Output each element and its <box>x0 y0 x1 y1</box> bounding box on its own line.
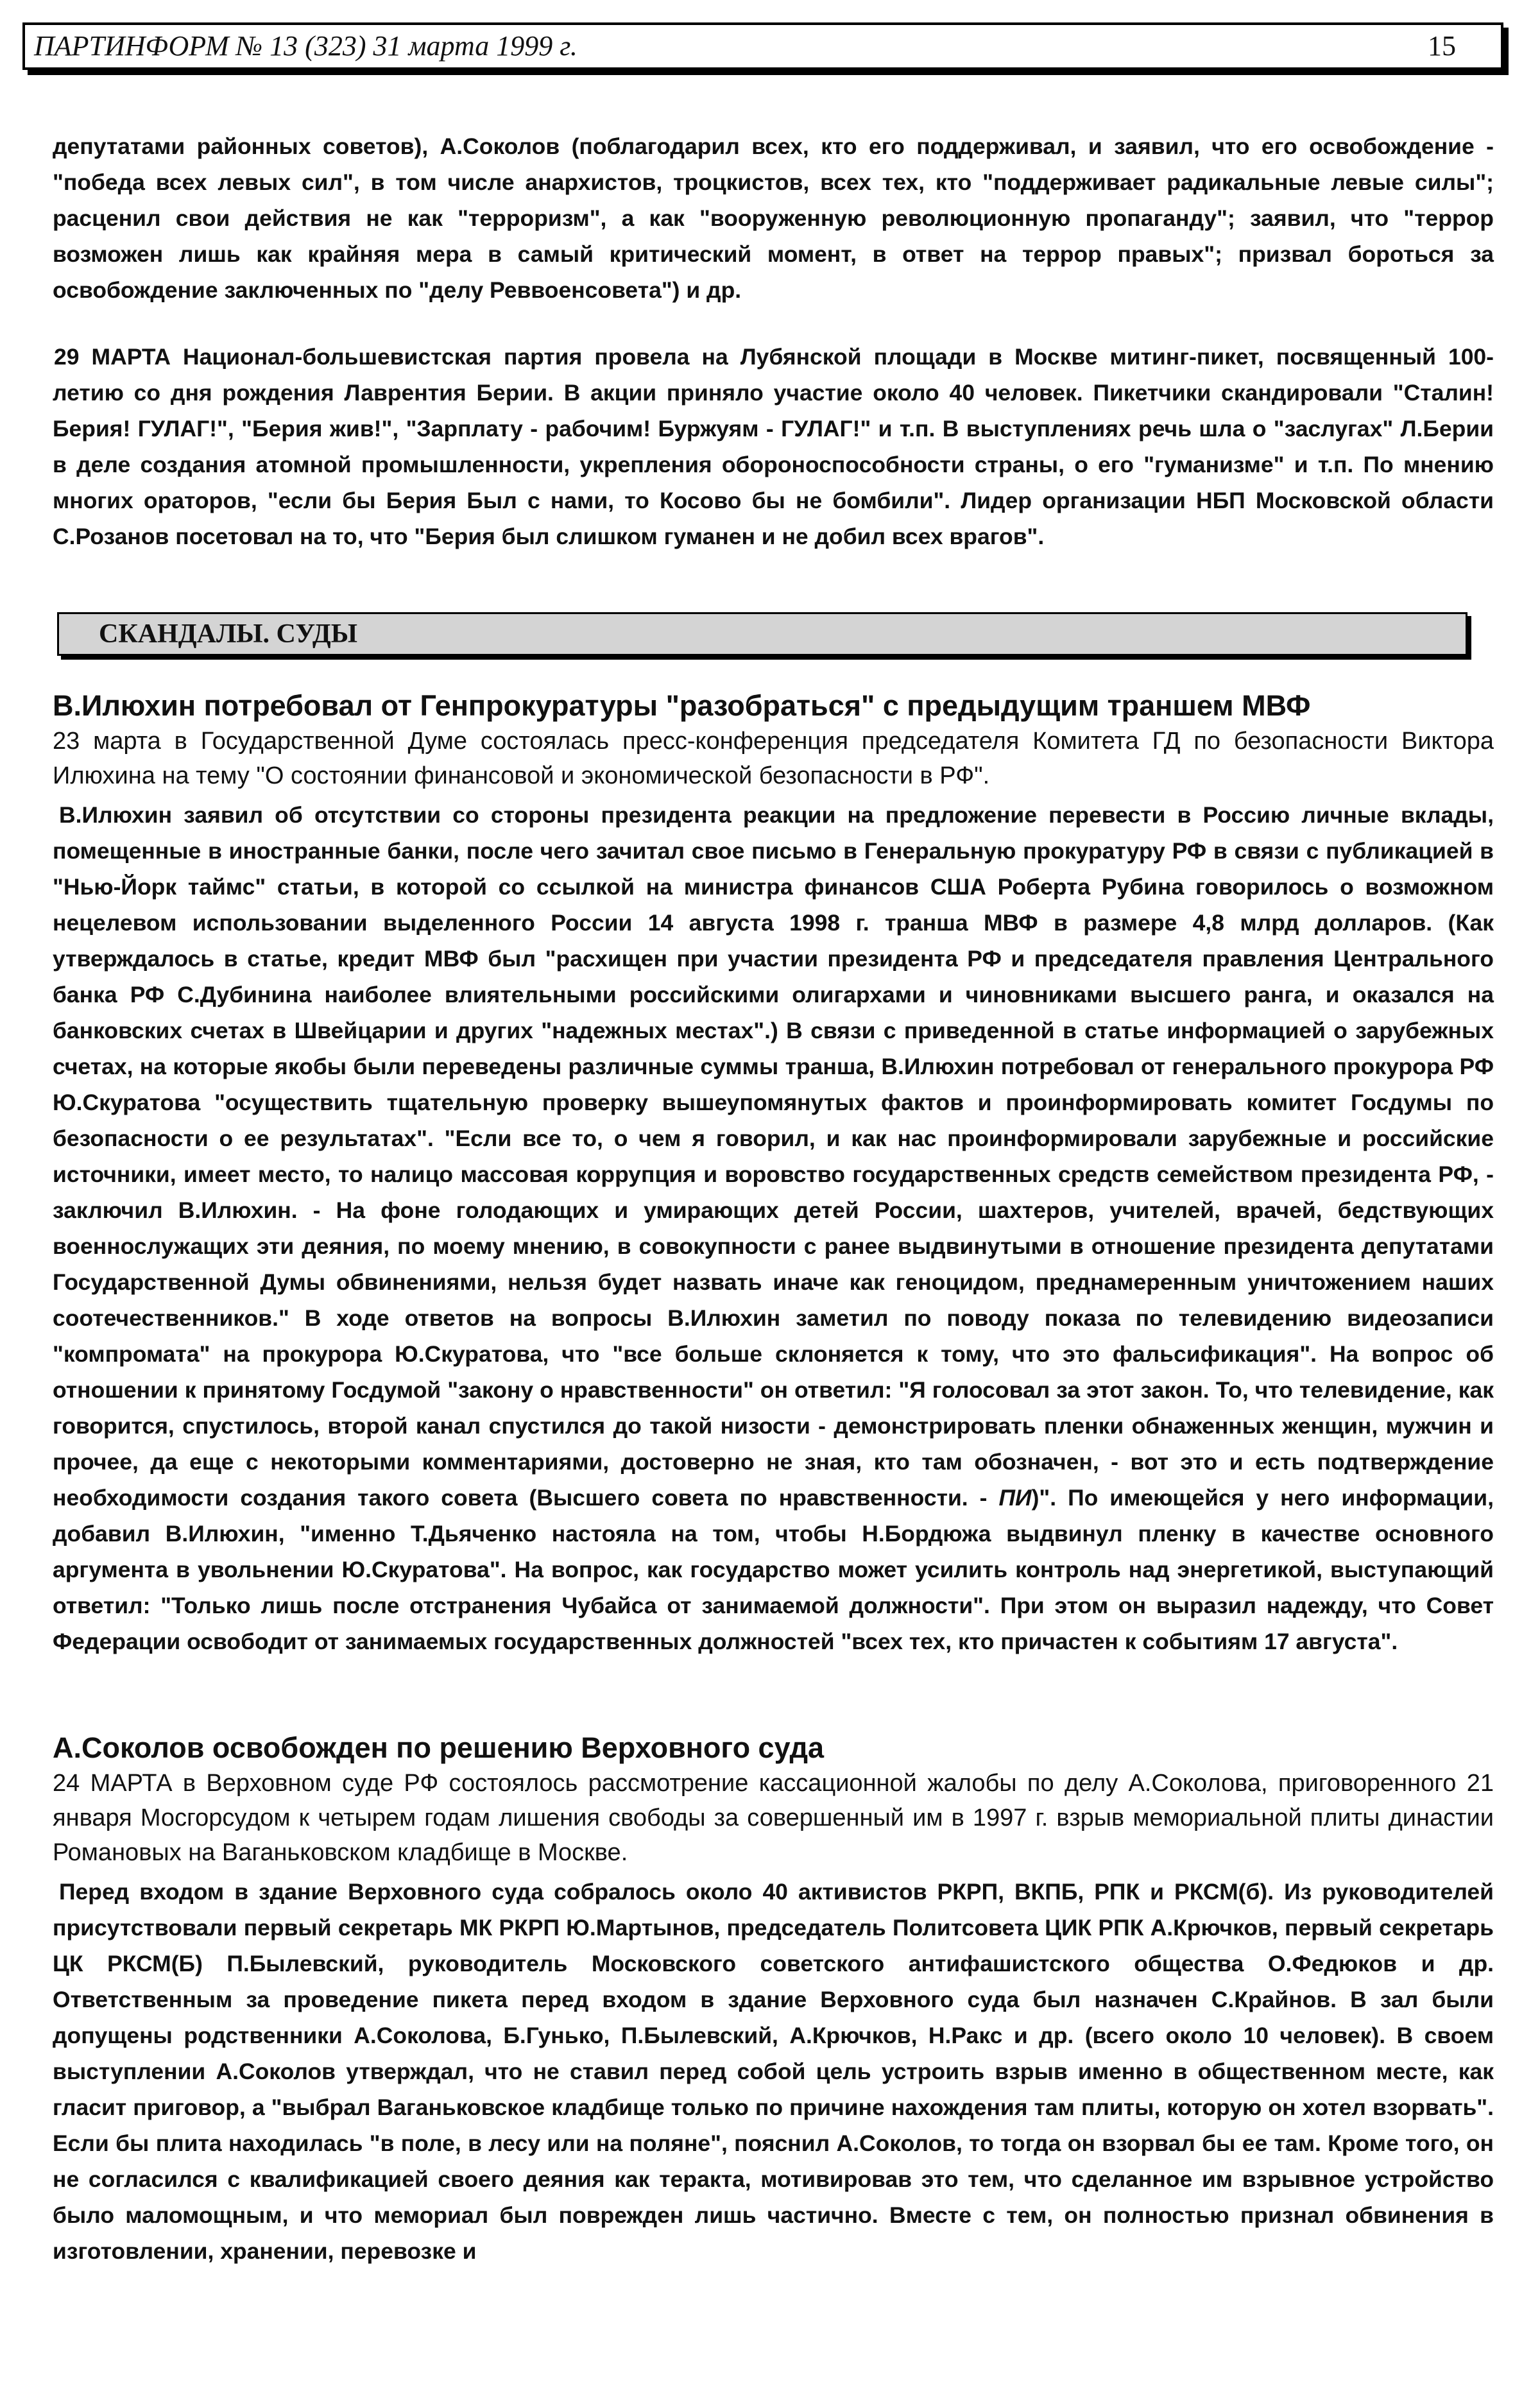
body-text-cont: )". По имеющейся у него информации, добавил В.Илюхин, "именно Т.Дьяченко настояла на том, чтобы Н.Бордюжа выдвинул пленку в качестве основного аргумента в увольнении Ю.Скуратова". На вопрос, как государство может усилить контроль над энергетикой, выступающий ответил: "Только лишь после отстранения Чубайса от занимаемой должности". При этом он выразил надежду, что Совет Федерации освободит от занимаемых государственных должностей "всех тех, кто причастен к событиям 17 августа". <box>53 1485 1494 1654</box>
article-ilyukhin <box>53 688 1494 1659</box>
article-body <box>53 797 1494 1659</box>
body-text: В.Илюхин заявил об отсутствии со стороны президента реакции на предложение перевести в Россию личные вклады, помещенные в иностранные банки, после чего зачитал свое письмо в Генеральную прокуратуру РФ в связи с публикацией в "Нью-Йорк таймс" статьи, в которой со ссылкой на министра финансов США Роберта Рубина говорилось о возможном нецелевом использовании выделенного России 14 августа 1998 г. транша МВФ в размере 4,8 млрд долларов. (Как утверждалось в статье, кредит МВФ был "расхищен при участии президента РФ и председателя правления Центрального банка РФ С.Дубинина наиболее влиятельными российскими олигархами и чиновниками высшего ранга, и оказался на банковских счетах в Швейцарии и других "надежных местах".) В связи с приведенной в статье информацией о зарубежных счетах, на которые якобы были переведены различные суммы транша, В.Илюхин потребовал от генерального прокурора РФ Ю.Скуратова "осуществить тщательную проверку вышеупомянутых фактов и проинформировать комитет Госдумы по безопасности о ее результатах". "Если все то, о чем я говорил, и как нас проинформировали зарубежные и российские источники, имеет место, то налицо массовая коррупция и воровство государственных средств семейством президента РФ, - заключил В.Илюхин. - На фоне голодающих и умирающих детей России, шахтеров, учителей, врачей, бедствующих военнослужащих эти деяния, по моему мнению, в совокупности с ранее выдвинутыми в отношение президента депутатами Государственной Думы обвинениями, нельзя будет назвать иначе как геноцидом, преднамеренным уничтожением наших соотечественников." В ходе ответов на вопросы В.Илюхин заметил по поводу показа по телевидению видеозаписи "компромата" на прокурора Ю.Скуратова, что "все больше склоняется к тому, что это фальсификация". На вопрос об отношении к принятому Госдумой "закону о нравственности" он ответил: "Я голосовал за этот закон. То, что телевидение, как говорится, спустилось, второй канал спустился до такой низости - демонстрировать пленки обнаженных женщин, мужчин и прочее, да еще с некоторыми комментариями, достоверно не зная, кто там обозначен, - вот это и есть подтверждение необходимости создания такого совета (Высшего совета по нравственности. - <box>53 802 1494 1511</box>
article-lead: 23 марта в Государственной Думе состоялась пресс-конференция председателя Комитета ГД по безопасности Виктора Илюхина на тему "О состоянии финансовой и экономической безопасности в РФ". <box>53 728 1494 789</box>
continued-paragraph-block <box>53 128 1494 554</box>
section-heading: СКАНДАЛЫ. СУДЫ <box>99 619 358 649</box>
article-title: В.Илюхин потребовал от Генпрокуратуры "разобраться" с предыдущим траншем МВФ <box>53 689 1311 722</box>
section-heading-bar <box>57 612 1467 656</box>
page-number: 15 <box>1428 30 1456 62</box>
page-header <box>22 22 1503 70</box>
paragraph-nbp-rally: 29 МАРТА Национал-большевистская партия провела на Лубянской площади в Москве митинг-пикет, посвященный 100-летию со дня рождения Лаврентия Берии. В акции приняло участие около 40 человек. Пикетчики скандировали "Сталин! Берия! ГУЛАГ!", "Берия жив!", "Зарплату - рабочим! Буржуям - ГУЛАГ!" и т.п. В выступлениях речь шла о "заслугах" Л.Берии в деле создания атомной промышленности, укрепления обороноспособности страны, о его "гуманизме" и т.п. По мнению многих ораторов, "если бы Берия Был с нами, то Косово бы не бомбили". Лидер организации НБП Московской области С.Розанов посетовал на то, что "Берия был слишком гуманен и не добил всех врагов". <box>53 344 1494 549</box>
publication-title: ПАРТИНФОРМ № 13 (323) 31 марта 1999 г. <box>34 30 578 62</box>
body-emphasis: ПИ <box>998 1485 1032 1511</box>
article-body: Перед входом в здание Верховного суда собралось около 40 активистов РКРП, ВКПБ, РПК и РКСМ(б). Из руководителей присутствовали первый секретарь МК РКРП Ю.Мартынов, председатель Политсовета ЦИК РПК А.Крючков, первый секретарь ЦК РКСМ(Б) П.Былевский, руководитель Московского советского антифашистского общества О.Федюков и др. Ответственным за проведение пикета перед входом в здание Верховного суда был назначен С.Крайнов. В зал были допущены родственники А.Соколова, Б.Гунько, П.Былевский, А.Крючков, Н.Ракс и др. (всего около 10 человек). В своем выступлении А.Соколов утверждал, что не ставил перед собой цель устроить взрыв именно в общественном месте, как гласит приговор, а "выбрал Ваганьковское кладбище только по причине нахождения там плиты, которую он хотел взорвать". Если бы плита находилась "в поле, в лесу или на поляне", пояснил А.Соколов, то тогда он взорвал бы ее там. Кроме того, он не согласился с квалификацией своего деяния как теракта, мотивировав это тем, что сделанное им взрывное устройство было маломощным, и что мемориал был поврежден лишь частично. Вместе с тем, он полностью признал обвинения в изготовлении, хранении, перевозке и <box>53 1879 1494 2264</box>
article-lead: 24 МАРТА в Верховном суде РФ состоялось рассмотрение кассационной жалобы по делу А.Соколова, приговоренного 21 января Мосгорсудом к четырем годам лишения свободы за совершенный им в 1997 г. взрыв мемориальной плиты династии Романовых на Ваганьковском кладбище в Москве. <box>53 1770 1494 1866</box>
paragraph-continued: депутатами районных советов), А.Соколов (поблагодарил всех, кто его поддерживал, и заявил, что его освобождение - "победа всех левых сил", в том числе анархистов, троцкистов, всех тех, кто "поддерживает радикальные левые силы"; расценил свои действия не как "терроризм", а как "вооруженную революционную пропаганду"; заявил, что "террор возможен лишь как крайняя мера в самый критический момент, в ответ на террор правых"; призвал бороться за освобождение заключенных по "делу Реввоенсовета") и др. <box>53 133 1494 303</box>
article-sokolov <box>53 1730 1494 2269</box>
article-title: А.Соколов освобожден по решению Верховного суда <box>53 1731 825 1764</box>
